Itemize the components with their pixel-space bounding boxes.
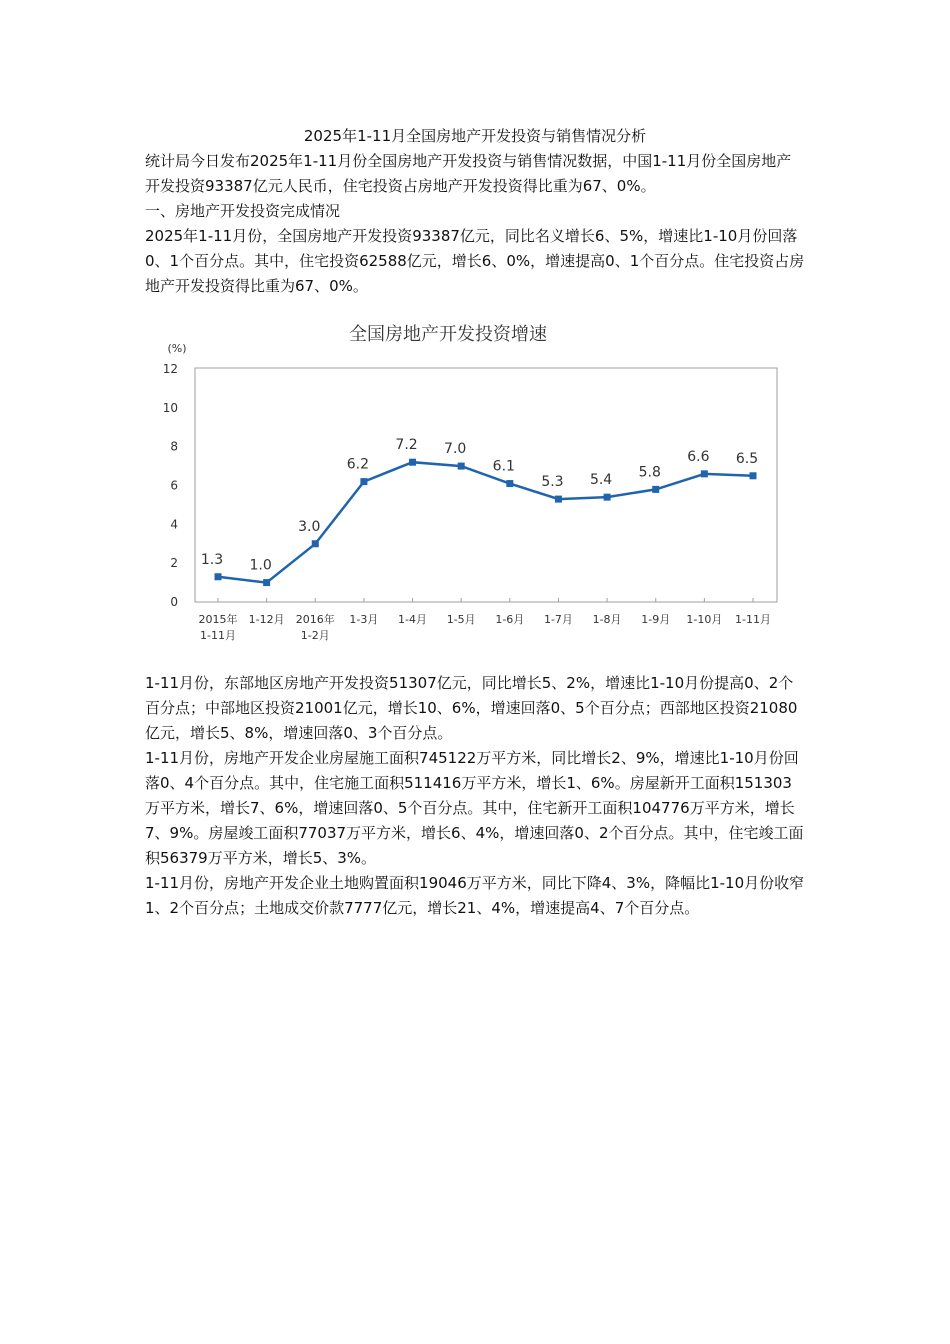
data-label: 6.6 <box>687 448 710 465</box>
document-title: 2025年1-11月全国房地产开发投资与销售情况分析 <box>303 127 647 145</box>
x-tick-label: 1-5月 <box>446 613 476 626</box>
data-label: 5.4 <box>589 472 613 489</box>
y-tick-label: 4 <box>170 517 178 532</box>
data-label: 1.0 <box>249 557 272 574</box>
x-tick-label: 1-8月 <box>592 613 622 626</box>
data-point-marker <box>750 472 757 479</box>
data-label: 6.2 <box>346 456 370 473</box>
y-axis <box>163 362 178 609</box>
y-tick-label: 6 <box>170 478 178 493</box>
data-label: 5.8 <box>638 464 661 481</box>
y-axis-label: (%) <box>167 342 187 355</box>
x-tick-label: 2016年 <box>295 613 335 626</box>
x-tick-label: 1-10月 <box>686 613 723 626</box>
x-tick-label: 1-11月 <box>735 613 771 626</box>
investment-growth-chart <box>145 316 805 660</box>
y-tick-label: 12 <box>162 362 178 376</box>
x-axis <box>199 598 771 642</box>
data-label: 1.3 <box>200 551 224 568</box>
data-label: 6.1 <box>492 458 515 475</box>
x-tick-label: 1-11月 <box>200 629 236 642</box>
data-point-marker <box>409 459 416 466</box>
investment-paragraph: 2025年1-11月份，全国房地产开发投资93387亿元，同比名义增长6、5%，增速比1-10月份回落0、1个百分点。其中，住宅投资62588亿元，增长6、0%，增速提高0、1个百分点。住宅投资占房地产开发投资得比重为67、0%。 <box>145 227 805 295</box>
y-tick-label: 10 <box>162 400 178 415</box>
regional-paragraph: 1-11月份，东部地区房地产开发投资51307亿元，同比增长5、2%，增速比1-10月份提高0、2个百分点；中部地区投资21001亿元，增长10、6%，增速回落0、5个百分点；西部地区投资21080亿元，增长5、8%，增速回落0、3个百分点。 <box>145 674 798 742</box>
data-point-marker <box>458 463 465 470</box>
y-tick-label: 2 <box>170 556 178 571</box>
x-tick-label: 1-6月 <box>495 613 525 626</box>
data-point-marker <box>555 496 562 503</box>
chart-title: 全国房地产开发投资增速 <box>349 324 547 345</box>
data-point-marker <box>652 486 659 493</box>
data-point-marker <box>701 470 708 477</box>
y-tick-label: 8 <box>170 439 178 454</box>
x-tick-label: 1-4月 <box>398 613 428 626</box>
x-tick-label: 2015年 <box>198 613 238 626</box>
data-label: 3.0 <box>298 518 321 535</box>
land-paragraph: 1-11月份，房地产开发企业土地购置面积19046万平方米，同比下降4、3%，降幅比1-10月份收窄1、2个百分点；土地成交价款7777亿元，增长21、4%，增速提高4、7个百分点。 <box>145 874 805 917</box>
data-point-marker <box>312 540 319 547</box>
data-point-marker <box>604 494 611 501</box>
x-tick-label: 1-9月 <box>641 613 671 626</box>
floor-area-paragraph: 1-11月份，房地产开发企业房屋施工面积745122万平方米，同比增长2、9%，增速比1-10月份回落0、4个百分点。其中，住宅施工面积511416万平方米，增长1、6%。房屋新开工面积151303万平方米，增长7、6%，增速回落0、5个百分点。其中，住宅新开工面积104776万平方米，增长7、9%。房屋竣工面积77037万平方米，增长6、4%，增速回落0、2个百分点。其中，住宅竣工面积56379万平方米，增长5、3%。 <box>145 749 804 867</box>
data-labels <box>201 437 758 573</box>
x-tick-label: 1-3月 <box>349 613 379 626</box>
x-tick-label: 1-2月 <box>300 629 330 642</box>
section-heading: 一、房地产开发投资完成情况 <box>145 202 341 220</box>
data-label: 7.2 <box>395 437 418 454</box>
data-label: 6.5 <box>735 450 759 467</box>
data-point-marker <box>263 579 270 586</box>
data-point-marker <box>506 480 513 487</box>
intro-paragraph: 统计局今日发布2025年1-11月份全国房地产开发投资与销售情况数据，中国1-11月份全国房地产开发投资93387亿元人民币，住宅投资占房地产开发投资得比重为67、0%。 <box>145 152 792 195</box>
plot-area <box>195 368 777 602</box>
data-label: 5.3 <box>541 474 564 491</box>
data-point-marker <box>360 478 367 485</box>
x-tick-label: 1-7月 <box>543 613 573 626</box>
data-label: 7.0 <box>444 441 467 458</box>
x-tick-label: 1-12月 <box>248 613 285 626</box>
data-point-marker <box>215 573 222 580</box>
line-chart <box>145 316 805 660</box>
y-tick-label: 0 <box>170 595 178 609</box>
